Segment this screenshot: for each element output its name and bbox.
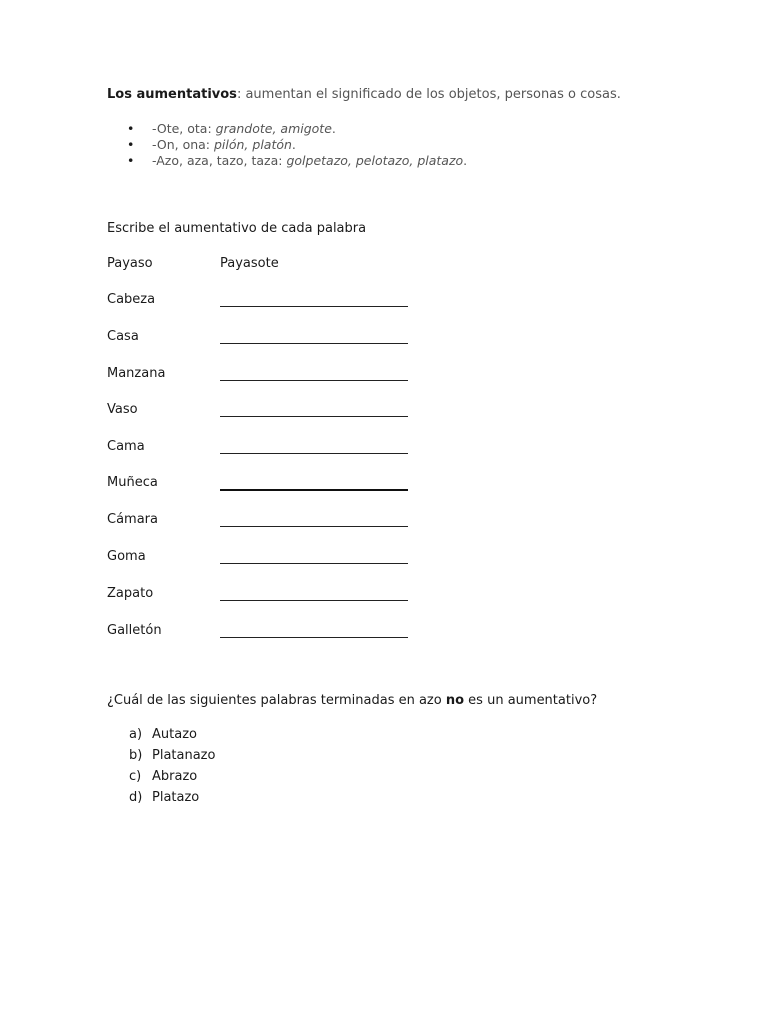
word-row — [107, 402, 427, 422]
option-text: Autazo — [152, 727, 197, 742]
word-row — [107, 623, 427, 643]
word-label: Vaso — [107, 402, 138, 417]
question-text-after: es un aumentativo? — [464, 693, 598, 708]
answer-blank-line[interactable] — [220, 600, 408, 601]
bullet-icon: • — [127, 121, 135, 136]
question-emphasis: no — [445, 693, 465, 708]
example-word: Payaso — [107, 256, 153, 271]
example-row — [107, 256, 427, 276]
question-text-before: ¿Cuál de las siguientes palabras terminadas en azo — [107, 693, 446, 708]
rule-prefix: -Ote, ota: — [152, 121, 216, 136]
word-label: Cama — [107, 439, 145, 454]
intro-term: Los aumentativos — [107, 87, 237, 102]
intro-definition-text: : aumentan el significado de los objetos, personas o cosas. — [236, 87, 621, 102]
word-label: Manzana — [107, 366, 166, 381]
rule-suffix: . — [463, 153, 468, 168]
intro-definition — [107, 87, 621, 102]
bullet-icon: • — [127, 137, 135, 152]
word-row — [107, 549, 427, 569]
word-label: Casa — [107, 329, 139, 344]
answer-blank-line[interactable] — [220, 489, 408, 491]
option-text: Platazo — [152, 790, 200, 805]
option-letter: c) — [129, 769, 142, 784]
rule-item — [107, 137, 467, 153]
suffix-rules-list — [107, 121, 467, 169]
answer-blank-line[interactable] — [220, 637, 408, 638]
word-row — [107, 439, 427, 459]
word-row — [107, 366, 427, 386]
exercise-instruction: Escribe el aumentativo de cada palabra — [107, 221, 367, 236]
word-label: Muñeca — [107, 475, 158, 490]
rule-prefix: -Azo, aza, tazo, taza: — [152, 153, 287, 168]
word-label: Galletón — [107, 623, 162, 638]
word-label: Cabeza — [107, 292, 156, 307]
rule-suffix: . — [331, 121, 336, 136]
multiple-choice-question — [107, 693, 597, 708]
word-label: Cámara — [107, 512, 158, 527]
option-letter: d) — [129, 790, 143, 805]
rule-suffix: . — [291, 137, 296, 152]
word-row — [107, 475, 427, 495]
answer-blank-line[interactable] — [220, 306, 408, 307]
word-label: Zapato — [107, 586, 154, 601]
answer-blank-line[interactable] — [220, 453, 408, 454]
answer-blank-line[interactable] — [220, 380, 408, 381]
answer-blank-line[interactable] — [220, 526, 408, 527]
rule-item — [107, 153, 467, 169]
option-letter: a) — [129, 727, 143, 742]
rule-prefix: -On, ona: — [152, 137, 214, 152]
answer-blank-line[interactable] — [220, 563, 408, 564]
word-label: Goma — [107, 549, 146, 564]
option-text: Platanazo — [152, 748, 216, 763]
answer-blank-line[interactable] — [220, 343, 408, 344]
word-row — [107, 512, 427, 532]
rule-examples: pilón, platón — [213, 137, 292, 152]
rule-examples: golpetazo, pelotazo, platazo — [286, 153, 464, 168]
word-row — [107, 329, 427, 349]
option-text: Abrazo — [152, 769, 198, 784]
answer-blank-line[interactable] — [220, 416, 408, 417]
word-row — [107, 292, 427, 312]
option-letter: b) — [129, 748, 143, 763]
rule-item — [107, 121, 467, 137]
example-answer: Payasote — [220, 256, 279, 271]
word-row — [107, 586, 427, 606]
bullet-icon: • — [127, 153, 135, 168]
rule-examples: grandote, amigote — [215, 121, 332, 136]
